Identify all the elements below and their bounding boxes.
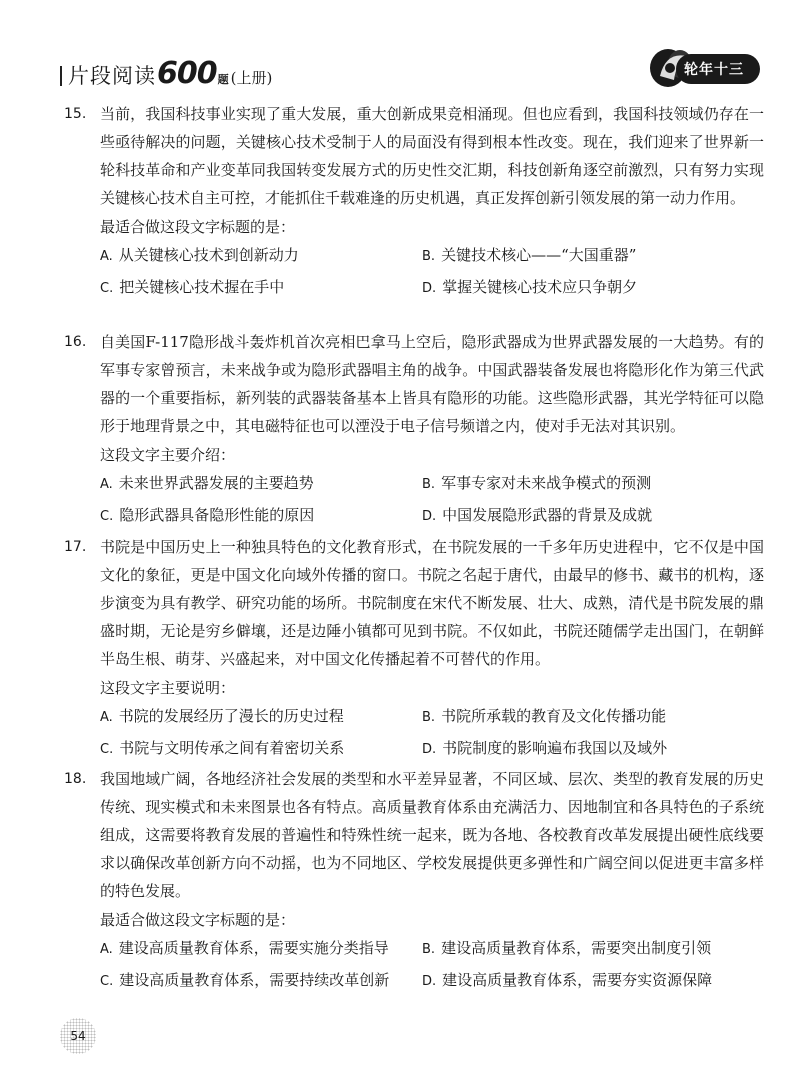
page-number: 54	[60, 1018, 96, 1054]
question-number: 18.	[64, 771, 87, 787]
option-letter: C.	[100, 974, 114, 989]
option-d[interactable]	[422, 735, 752, 763]
question-number: 17.	[64, 539, 87, 555]
option-text: 隐形武器具备隐形性能的原因	[119, 506, 315, 524]
option-d[interactable]	[422, 274, 752, 302]
question-prompt: 最适合做这段文字标题的是：	[100, 911, 296, 929]
option-b[interactable]	[422, 470, 752, 498]
question-stem-text: 当前，我国科技事业实现了重大发展，重大创新成果竞相涌现。但也应看到，我国科技领域仍存在一些亟待解决的问题，关键核心技术受制于人的局面没有得到根本性改变。现在，我们迎来了世界新一轮科技革命和产业变革同我国转变发展方式的历史性交汇期，科技创新角逐空前激烈，只有努力实现关键核心技术自主可控，才能抓住千载难逢的历史机遇，真正发挥创新引领发展的第一动力作用。	[100, 105, 764, 207]
question-prompt: 这段文字主要介绍：	[100, 446, 236, 464]
option-text: 建设高质量教育体系，需要实施分类指导	[118, 939, 389, 957]
option-a[interactable]	[100, 242, 422, 270]
option-text: 书院的发展经历了漫长的历史过程	[118, 707, 344, 725]
book-title-volume: (上册)	[230, 69, 273, 87]
option-d[interactable]	[422, 502, 752, 530]
option-letter: B.	[422, 249, 436, 264]
option-list	[64, 242, 764, 302]
option-c[interactable]	[100, 274, 422, 302]
option-text: 书院制度的影响遍布我国以及域外	[442, 739, 668, 757]
option-c[interactable]	[100, 735, 422, 763]
option-letter: A.	[100, 477, 113, 492]
option-text: 建设高质量教育体系，需要持续改革创新	[119, 971, 390, 989]
option-text: 把关键核心技术握在手中	[119, 278, 285, 296]
option-b[interactable]	[422, 703, 752, 731]
option-letter: C.	[100, 281, 114, 296]
option-b[interactable]	[422, 242, 752, 270]
title-bar-decoration	[60, 66, 62, 86]
option-letter: D.	[422, 509, 437, 524]
option-letter: B.	[422, 477, 436, 492]
option-text: 书院与文明传承之间有着密切关系	[119, 739, 345, 757]
badge-text: 轮年十三	[684, 62, 744, 78]
option-list	[64, 703, 764, 763]
option-text: 建设高质量教育体系，需要突出制度引领	[441, 939, 712, 957]
option-letter: D.	[422, 281, 437, 296]
option-letter: A.	[100, 942, 113, 957]
option-c[interactable]	[100, 502, 422, 530]
question-stem-text: 自美国F-117隐形战斗轰炸机首次亮相巴拿马上空后，隐形武器成为世界武器发展的一大趋势。有的军事专家曾预言，未来战争或为隐形武器唱主角的战争。中国武器装备发展也将隐形化作为第三代武器的一个重要指标，新列装的武器装备基本上皆具有隐形的功能。这些隐形武器，其光学特征可以隐形于地理背景之中，其电磁特征也可以湮没于电子信号频谱之内，使对手无法对其识别。	[100, 333, 764, 435]
option-letter: B.	[422, 710, 436, 725]
option-text: 军事专家对未来战争模式的预测	[441, 474, 652, 492]
option-text: 书院所承载的教育及文化传播功能	[441, 707, 667, 725]
option-text: 从关键核心技术到创新动力	[118, 246, 299, 264]
option-letter: A.	[100, 249, 113, 264]
option-c[interactable]	[100, 967, 422, 995]
option-text: 关键技术核心——“大国重器”	[441, 246, 637, 264]
book-title-main: 片段阅读	[68, 64, 156, 88]
question-17	[64, 533, 764, 763]
question-prompt: 这段文字主要说明：	[100, 679, 236, 697]
option-text: 建设高质量教育体系，需要夯实资源保障	[442, 971, 713, 989]
page-header	[60, 44, 760, 92]
question-18	[64, 765, 764, 995]
question-stem	[64, 100, 764, 212]
option-a[interactable]	[100, 470, 422, 498]
book-title-number: 600	[157, 56, 217, 91]
question-stem	[64, 533, 764, 673]
option-letter: B.	[422, 942, 436, 957]
option-text: 未来世界武器发展的主要趋势	[118, 474, 314, 492]
option-list	[64, 470, 764, 530]
option-a[interactable]	[100, 935, 422, 963]
question-16	[64, 328, 764, 530]
option-letter: A.	[100, 710, 113, 725]
option-letter: C.	[100, 742, 114, 757]
option-text: 掌握关键核心技术应只争朝夕	[442, 278, 638, 296]
option-text: 中国发展隐形武器的背景及成就	[442, 506, 653, 524]
question-stem	[64, 328, 764, 440]
book-title	[60, 56, 272, 91]
question-stem-text: 书院是中国历史上一种独具特色的文化教育形式，在书院发展的一千多年历史进程中，它不仅是中国文化的象征，更是中国文化向域外传播的窗口。书院之名起于唐代，由最早的修书、藏书的机构，逐步演变为具有教学、研究功能的场所。书院制度在宋代不断发展、壮大、成熟，清代是书院发展的鼎盛时期，无论是穷乡僻壤，还是边陲小镇都可见到书院。不仅如此，书院还随儒学走出国门，在朝鲜半岛生根、萌芽、兴盛起来，对中国文化传播起着不可替代的作用。	[100, 538, 764, 668]
question-15	[64, 100, 764, 302]
question-number: 15.	[64, 106, 87, 122]
question-number: 16.	[64, 334, 87, 350]
question-stem-text: 我国地域广阔，各地经济社会发展的类型和水平差异显著，不同区域、层次、类型的教育发展的历史传统、现实模式和未来图景也各有特点。高质量教育体系由充满活力、因地制宜和各具特色的子系统组成，这需要将教育发展的普遍性和特殊性统一起来，既为各地、各校教育改革发展提出硬性底线要求以确保改革创新方向不动摇，也为不同地区、学校发展提供更多弹性和广阔空间以促进更丰富多样的特色发展。	[100, 770, 764, 900]
book-title-unit: 题	[217, 73, 229, 86]
option-b[interactable]	[422, 935, 752, 963]
question-stem	[64, 765, 764, 905]
option-letter: D.	[422, 974, 437, 989]
option-list	[64, 935, 764, 995]
series-badge	[646, 46, 764, 90]
option-letter: C.	[100, 509, 114, 524]
option-a[interactable]	[100, 703, 422, 731]
question-prompt: 最适合做这段文字标题的是：	[100, 218, 296, 236]
option-d[interactable]	[422, 967, 752, 995]
option-letter: D.	[422, 742, 437, 757]
